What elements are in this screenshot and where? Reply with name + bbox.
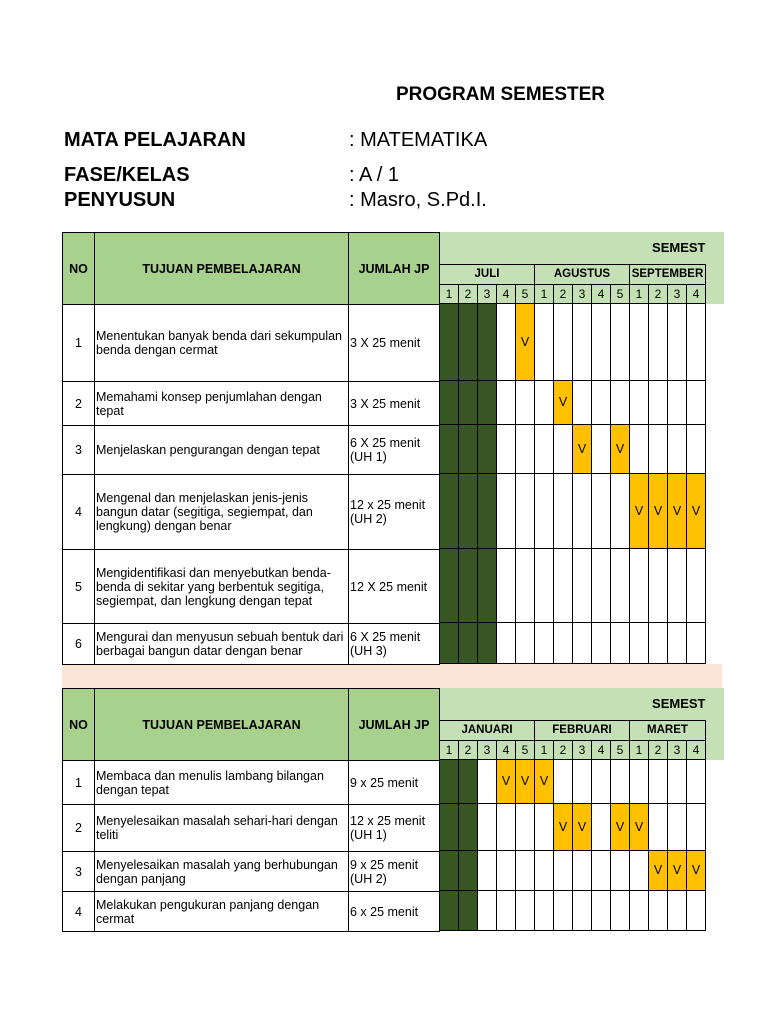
week-cell	[687, 380, 706, 424]
week-number: 3	[478, 740, 497, 759]
week-cell	[592, 850, 611, 890]
week-number: 1	[440, 740, 459, 759]
week-cell	[478, 850, 497, 890]
scheduled-week-cell: V	[497, 759, 516, 803]
holiday-cell	[440, 473, 459, 548]
table-row	[63, 426, 440, 475]
week-cell	[497, 850, 516, 890]
scheduled-week-cell: V	[611, 424, 630, 473]
week-number: 5	[516, 284, 535, 303]
semester2-goals-table	[62, 688, 440, 932]
lesson-hours: 12 x 25 menit (UH 1)	[349, 805, 440, 852]
month-header: JULI	[440, 264, 535, 284]
table-row	[63, 624, 440, 665]
week-number: 5	[611, 284, 630, 303]
learning-goal: Mengurai dan menyusun sebuah bentuk dari berbagai bangun datar dengan benar	[95, 624, 349, 665]
week-cell	[611, 850, 630, 890]
holiday-cell	[478, 380, 497, 424]
week-number: 3	[573, 740, 592, 759]
semester1-schedule-grid	[439, 232, 706, 664]
week-cell	[497, 803, 516, 850]
scheduled-week-cell: V	[649, 473, 668, 548]
scheduled-week-cell: V	[573, 803, 592, 850]
jp-header: JUMLAH JP	[349, 233, 440, 305]
schedule-row	[440, 473, 706, 548]
week-cell	[573, 850, 592, 890]
week-cell	[554, 473, 573, 548]
week-number: 2	[459, 740, 478, 759]
week-cell	[478, 803, 497, 850]
week-cell	[554, 850, 573, 890]
holiday-cell	[440, 850, 459, 890]
row-number: 6	[63, 624, 95, 665]
semester2-label: SEMEST	[440, 688, 706, 720]
week-cell	[497, 548, 516, 622]
goal-header: TUJUAN PEMBELAJARAN	[95, 233, 349, 305]
table-row	[63, 761, 440, 805]
schedule-row	[440, 890, 706, 930]
week-cell	[687, 548, 706, 622]
week-cell	[668, 803, 687, 850]
week-cell	[592, 380, 611, 424]
holiday-cell	[459, 424, 478, 473]
week-cell	[592, 424, 611, 473]
week-cell	[497, 890, 516, 930]
schedule-row	[440, 548, 706, 622]
week-cell	[649, 380, 668, 424]
scheduled-week-cell: V	[668, 850, 687, 890]
learning-goal: Mengenal dan menjelaskan jenis-jenis bangun datar (segitiga, segiempat, dan lengkung) dengan benar	[95, 475, 349, 550]
month-header: FEBRUARI	[535, 720, 630, 740]
class-value: : A / 1	[349, 164, 400, 186]
week-number: 1	[440, 284, 459, 303]
week-cell	[554, 622, 573, 663]
week-cell	[630, 890, 649, 930]
holiday-cell	[459, 759, 478, 803]
holiday-cell	[440, 890, 459, 930]
week-number: 3	[668, 284, 687, 303]
no-header: NO	[63, 233, 95, 305]
semester1-header-band	[704, 232, 724, 304]
week-cell	[611, 380, 630, 424]
table-row	[63, 892, 440, 932]
holiday-cell	[459, 622, 478, 663]
no-header: NO	[63, 689, 95, 761]
week-cell	[535, 890, 554, 930]
semester1-goals-table	[62, 232, 440, 665]
week-cell	[554, 890, 573, 930]
learning-goal: Menjelaskan pengurangan dengan tepat	[95, 426, 349, 475]
week-cell	[611, 622, 630, 663]
week-cell	[573, 380, 592, 424]
schedule-row	[440, 303, 706, 380]
week-number: 4	[497, 284, 516, 303]
schedule-row	[440, 380, 706, 424]
lesson-hours: 12 x 25 menit (UH 2)	[349, 475, 440, 550]
scheduled-week-cell: V	[611, 803, 630, 850]
learning-goal: Menyelesaikan masalah yang berhubungan dengan panjang	[95, 852, 349, 892]
lesson-hours: 9 x 25 menit (UH 2)	[349, 852, 440, 892]
week-cell	[516, 473, 535, 548]
scheduled-week-cell: V	[649, 850, 668, 890]
goal-header: TUJUAN PEMBELAJARAN	[95, 689, 349, 761]
week-cell	[573, 890, 592, 930]
lesson-hours: 6 X 25 menit (UH 3)	[349, 624, 440, 665]
week-number: 2	[649, 740, 668, 759]
week-cell	[668, 303, 687, 380]
week-cell	[592, 890, 611, 930]
week-cell	[630, 380, 649, 424]
week-cell	[668, 890, 687, 930]
table-row	[63, 382, 440, 426]
row-number: 5	[63, 550, 95, 624]
holiday-cell	[459, 890, 478, 930]
week-cell	[630, 759, 649, 803]
week-cell	[611, 473, 630, 548]
week-number: 2	[649, 284, 668, 303]
holiday-cell	[459, 850, 478, 890]
week-cell	[573, 473, 592, 548]
week-cell	[649, 424, 668, 473]
week-number: 1	[535, 740, 554, 759]
week-cell	[554, 303, 573, 380]
table-row	[63, 550, 440, 624]
table-row	[63, 475, 440, 550]
row-number: 4	[63, 892, 95, 932]
schedule-row	[440, 850, 706, 890]
week-cell	[573, 759, 592, 803]
week-number: 3	[668, 740, 687, 759]
week-cell	[497, 424, 516, 473]
schedule-row	[440, 759, 706, 803]
week-cell	[497, 622, 516, 663]
scheduled-week-cell: V	[516, 759, 535, 803]
author-value: : Masro, S.Pd.I.	[349, 189, 487, 211]
week-cell	[535, 850, 554, 890]
scheduled-week-cell: V	[630, 803, 649, 850]
week-cell	[497, 303, 516, 380]
semester2-header-band	[704, 688, 724, 760]
week-cell	[668, 759, 687, 803]
week-cell	[630, 303, 649, 380]
schedule-row	[440, 622, 706, 663]
week-cell	[649, 303, 668, 380]
week-cell	[687, 622, 706, 663]
lesson-hours: 12 X 25 menit	[349, 550, 440, 624]
week-cell	[535, 622, 554, 663]
week-number: 4	[687, 284, 706, 303]
table-row	[63, 852, 440, 892]
holiday-cell	[440, 424, 459, 473]
week-cell	[592, 622, 611, 663]
holiday-cell	[440, 803, 459, 850]
week-number: 3	[478, 284, 497, 303]
week-cell	[554, 759, 573, 803]
schedule-row	[440, 424, 706, 473]
week-cell	[535, 380, 554, 424]
holiday-cell	[478, 424, 497, 473]
jp-header: JUMLAH JP	[349, 689, 440, 761]
class-label: FASE/KELAS	[64, 164, 190, 186]
holiday-cell	[440, 622, 459, 663]
holiday-cell	[478, 303, 497, 380]
week-cell	[668, 380, 687, 424]
week-cell	[554, 548, 573, 622]
week-number: 5	[516, 740, 535, 759]
schedule-row	[440, 803, 706, 850]
week-cell	[497, 473, 516, 548]
learning-goal: Menyelesaikan masalah sehari-hari dengan teliti	[95, 805, 349, 852]
week-cell	[516, 380, 535, 424]
week-cell	[668, 622, 687, 663]
week-cell	[516, 850, 535, 890]
week-number: 1	[630, 740, 649, 759]
week-number: 2	[459, 284, 478, 303]
holiday-cell	[459, 380, 478, 424]
row-number: 3	[63, 426, 95, 475]
holiday-cell	[440, 303, 459, 380]
learning-goal: Membaca dan menulis lambang bilangan dengan tepat	[95, 761, 349, 805]
week-cell	[630, 548, 649, 622]
week-number: 1	[630, 284, 649, 303]
week-number: 4	[592, 740, 611, 759]
lesson-hours: 3 X 25 menit	[349, 382, 440, 426]
week-number: 2	[554, 284, 573, 303]
week-cell	[535, 473, 554, 548]
lesson-hours: 9 x 25 menit	[349, 761, 440, 805]
week-cell	[630, 424, 649, 473]
week-cell	[535, 303, 554, 380]
learning-goal: Melakukan pengukuran panjang dengan cermat	[95, 892, 349, 932]
scheduled-week-cell: V	[687, 850, 706, 890]
week-cell	[649, 622, 668, 663]
week-cell	[611, 759, 630, 803]
week-cell	[573, 622, 592, 663]
lesson-hours: 6 X 25 menit (UH 1)	[349, 426, 440, 475]
subject-value: : MATEMATIKA	[349, 129, 488, 151]
scheduled-week-cell: V	[535, 759, 554, 803]
week-cell	[592, 759, 611, 803]
week-cell	[535, 548, 554, 622]
learning-goal: Menentukan banyak benda dari sekumpulan benda dengan cermat	[95, 305, 349, 382]
week-cell	[478, 890, 497, 930]
holiday-cell	[440, 759, 459, 803]
month-header: JANUARI	[440, 720, 535, 740]
table-row	[63, 805, 440, 852]
scheduled-week-cell: V	[554, 803, 573, 850]
holiday-cell	[459, 303, 478, 380]
week-cell	[630, 622, 649, 663]
learning-goal: Mengidentifikasi dan menyebutkan benda-benda di sekitar yang berbentuk segitiga, segiempat, dan lengkung dengan tepat	[95, 550, 349, 624]
week-cell	[535, 803, 554, 850]
row-number: 2	[63, 382, 95, 426]
learning-goal: Memahami konsep penjumlahan dengan tepat	[95, 382, 349, 426]
semester2-schedule-grid	[439, 688, 706, 931]
week-cell	[592, 548, 611, 622]
scheduled-week-cell: V	[687, 473, 706, 548]
week-cell	[516, 622, 535, 663]
lesson-hours: 6 x 25 menit	[349, 892, 440, 932]
month-header: AGUSTUS	[535, 264, 630, 284]
week-cell	[516, 548, 535, 622]
scheduled-week-cell: V	[516, 303, 535, 380]
week-number: 3	[573, 284, 592, 303]
week-cell	[687, 759, 706, 803]
holiday-cell	[459, 548, 478, 622]
week-cell	[592, 303, 611, 380]
row-number: 3	[63, 852, 95, 892]
scheduled-week-cell: V	[573, 424, 592, 473]
holiday-cell	[459, 803, 478, 850]
week-cell	[535, 424, 554, 473]
holiday-cell	[478, 473, 497, 548]
week-cell	[649, 890, 668, 930]
week-cell	[497, 380, 516, 424]
week-cell	[630, 850, 649, 890]
week-cell	[649, 803, 668, 850]
row-number: 2	[63, 805, 95, 852]
week-cell	[687, 424, 706, 473]
week-cell	[573, 303, 592, 380]
week-cell	[649, 548, 668, 622]
week-cell	[573, 548, 592, 622]
holiday-cell	[440, 380, 459, 424]
week-cell	[516, 424, 535, 473]
week-cell	[687, 303, 706, 380]
subject-label: MATA PELAJARAN	[64, 129, 246, 151]
week-number: 5	[611, 740, 630, 759]
week-cell	[516, 803, 535, 850]
scheduled-week-cell: V	[630, 473, 649, 548]
scheduled-week-cell: V	[668, 473, 687, 548]
week-cell	[687, 803, 706, 850]
week-number: 4	[687, 740, 706, 759]
week-cell	[687, 890, 706, 930]
week-number: 1	[535, 284, 554, 303]
week-cell	[668, 424, 687, 473]
semester-separator	[62, 664, 722, 688]
page-title: PROGRAM SEMESTER	[396, 84, 606, 105]
holiday-cell	[440, 548, 459, 622]
table-row	[63, 305, 440, 382]
week-cell	[649, 759, 668, 803]
holiday-cell	[478, 548, 497, 622]
month-header: MARET	[630, 720, 706, 740]
holiday-cell	[478, 622, 497, 663]
author-label: PENYUSUN	[64, 189, 176, 211]
holiday-cell	[459, 473, 478, 548]
week-number: 2	[554, 740, 573, 759]
row-number: 4	[63, 475, 95, 550]
week-number: 4	[592, 284, 611, 303]
row-number: 1	[63, 761, 95, 805]
semester1-label: SEMEST	[440, 232, 706, 264]
week-cell	[611, 890, 630, 930]
month-header: SEPTEMBER	[630, 264, 706, 284]
lesson-hours: 3 X 25 menit	[349, 305, 440, 382]
week-cell	[516, 890, 535, 930]
week-cell	[611, 303, 630, 380]
week-cell	[611, 548, 630, 622]
week-number: 4	[497, 740, 516, 759]
week-cell	[668, 548, 687, 622]
week-cell	[554, 424, 573, 473]
week-cell	[478, 759, 497, 803]
scheduled-week-cell: V	[554, 380, 573, 424]
row-number: 1	[63, 305, 95, 382]
week-cell	[592, 473, 611, 548]
week-cell	[592, 803, 611, 850]
